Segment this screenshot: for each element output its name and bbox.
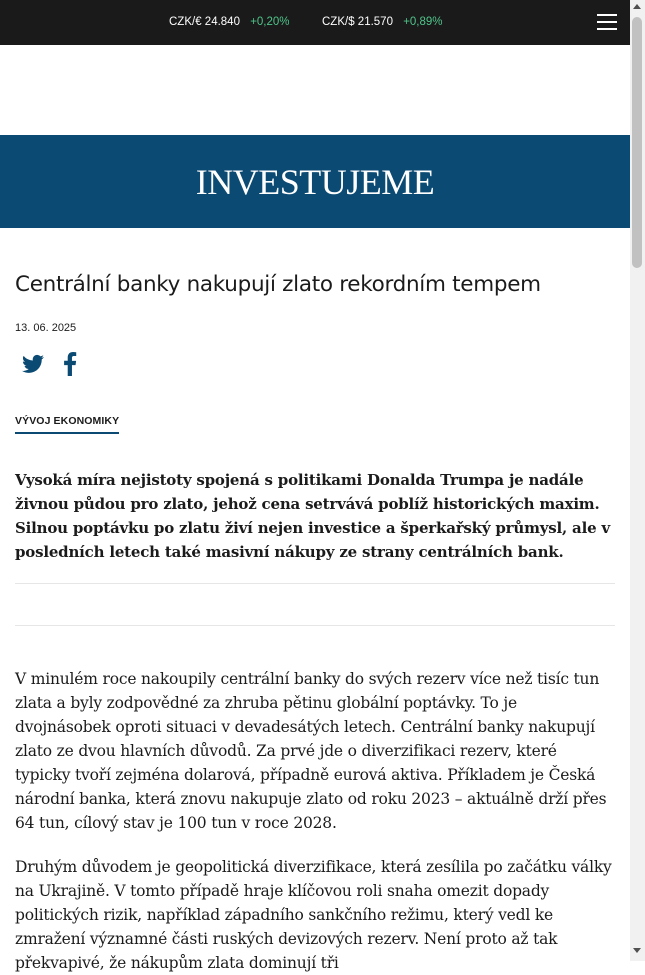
- top-ticker-bar: [0, 0, 630, 45]
- article-date: 13. 06. 2025: [15, 322, 77, 334]
- twitter-icon[interactable]: [22, 354, 44, 374]
- divider: [15, 625, 615, 626]
- brand-header: [0, 135, 630, 228]
- ticker-usd-pair: CZK/$: [322, 16, 355, 28]
- scrollbar-thumb[interactable]: [632, 17, 642, 268]
- ticker-usd: [322, 16, 443, 28]
- scroll-up-arrow-icon[interactable]: [633, 4, 641, 9]
- article-title: Centrální banky nakupují zlato rekordním tempem: [15, 272, 541, 297]
- article-category-link[interactable]: VÝVOJ EKONOMIKY: [15, 415, 119, 434]
- ticker-eur-value: 24.840: [204, 16, 240, 28]
- ticker-eur-pair: CZK/€: [169, 16, 202, 28]
- facebook-icon[interactable]: [63, 352, 77, 376]
- article-perex: Vysoká míra nejistoty spojená s politikami Donalda Trumpa je nadále živnou půdou pro zlato, jehož cena setrvává poblíž historických maxim. Silnou poptávku po zlatu živí nejen investice a šperkařský průmysl, ale v posledních letech také masivní nákupy ze strany centrálních bank.: [15, 471, 610, 561]
- ticker-usd-value: 21.570: [357, 16, 393, 28]
- ad-space: [0, 45, 630, 135]
- hamburger-menu-icon[interactable]: [597, 14, 617, 30]
- ticker-eur-change: +0,20%: [250, 16, 290, 28]
- page-scrollbar[interactable]: [630, 0, 645, 961]
- divider: [15, 583, 615, 584]
- site-logo[interactable]: INVESTUJEME: [195, 162, 435, 202]
- scroll-down-arrow-icon[interactable]: [633, 948, 641, 953]
- article-paragraph: Druhým důvodem je geopolitická diverzifikace, která zesílila po začátku války na Ukrajině. V tomto případě hraje klíčovou roli snaha omezit dopady politických rizik, například západního sankčního režimu, který vedl ke zmražení významné části ruských devizových rezerv. Není proto až tak překvapivé, že nákupům zlata dominují tři: [15, 858, 612, 972]
- ticker-usd-change: +0,89%: [403, 16, 443, 28]
- article-paragraph: V minulém roce nakoupily centrální banky do svých rezerv více než tisíc tun zlata a byly zodpovědné za zhruba pětinu globální poptávky. To je dvojnásobek oproti situaci v devadesátých letech. Centrální banky nakupují zlato ze dvou hlavních důvodů. Za prvé jde o diverzifikaci rezerv, které typicky tvoří zejména dolarová, případně eurová aktiva. Příkladem je Česká národní banka, která znovu nakupuje zlato od roku 2023 – aktuálně drží přes 64 tun, cílový stav je 100 tun v roce 2028.: [15, 670, 607, 832]
- ticker-eur: [169, 16, 290, 28]
